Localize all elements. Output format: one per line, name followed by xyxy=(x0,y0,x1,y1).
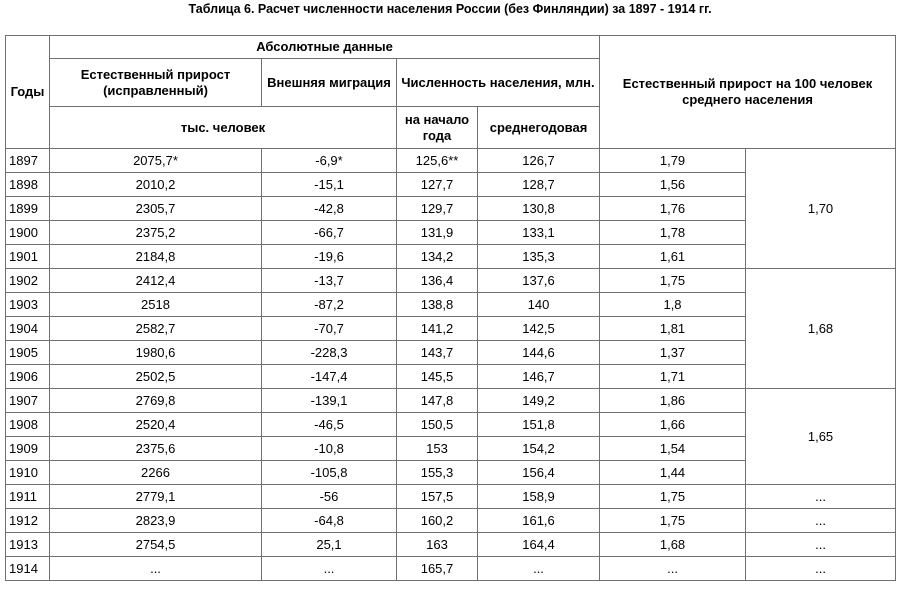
growth-rate-cell: 1,37 xyxy=(600,341,746,365)
population-average-cell: 130,8 xyxy=(478,197,600,221)
natural-growth-cell: 2075,7* xyxy=(50,149,262,173)
year-cell: 1908 xyxy=(6,413,50,437)
growth-rate-cell: 1,76 xyxy=(600,197,746,221)
natural-growth-cell: 2502,5 xyxy=(50,365,262,389)
migration-cell: -13,7 xyxy=(262,269,397,293)
natural-growth-cell: 2520,4 xyxy=(50,413,262,437)
growth-rate-cell: 1,79 xyxy=(600,149,746,173)
period-average-cell: 1,65 xyxy=(746,389,896,485)
population-start-cell: 145,5 xyxy=(397,365,478,389)
header-natural-growth-rate: Естественный прирост на 100 человек среднего населения xyxy=(600,36,896,149)
population-start-cell: 147,8 xyxy=(397,389,478,413)
period-average-cell: 1,70 xyxy=(746,149,896,269)
year-cell: 1902 xyxy=(6,269,50,293)
header-years: Годы xyxy=(6,36,50,149)
natural-growth-cell: 2305,7 xyxy=(50,197,262,221)
header-start-of-year: на начало года xyxy=(397,107,478,149)
population-average-cell: 158,9 xyxy=(478,485,600,509)
natural-growth-cell: 2412,4 xyxy=(50,269,262,293)
population-start-cell: 153 xyxy=(397,437,478,461)
migration-cell: -139,1 xyxy=(262,389,397,413)
header-population: Численность населения, млн. xyxy=(397,59,600,107)
population-start-cell: 163 xyxy=(397,533,478,557)
population-start-cell: 157,5 xyxy=(397,485,478,509)
population-average-cell: 126,7 xyxy=(478,149,600,173)
population-average-cell: 144,6 xyxy=(478,341,600,365)
population-start-cell: 150,5 xyxy=(397,413,478,437)
growth-rate-cell: 1,68 xyxy=(600,533,746,557)
table-row xyxy=(6,485,896,509)
migration-cell: -10,8 xyxy=(262,437,397,461)
migration-cell: -15,1 xyxy=(262,173,397,197)
growth-rate-cell: 1,75 xyxy=(600,269,746,293)
population-average-cell: 140 xyxy=(478,293,600,317)
population-start-cell: 138,8 xyxy=(397,293,478,317)
year-cell: 1911 xyxy=(6,485,50,509)
growth-rate-cell: 1,86 xyxy=(600,389,746,413)
migration-cell: -105,8 xyxy=(262,461,397,485)
table-row xyxy=(6,389,896,413)
year-cell: 1901 xyxy=(6,245,50,269)
population-average-cell: ... xyxy=(478,557,600,581)
natural-growth-cell: 2769,8 xyxy=(50,389,262,413)
period-average-cell: 1,68 xyxy=(746,269,896,389)
header-average: среднегодовая xyxy=(478,107,600,149)
growth-rate-cell: 1,54 xyxy=(600,437,746,461)
year-cell: 1912 xyxy=(6,509,50,533)
migration-cell: -66,7 xyxy=(262,221,397,245)
growth-rate-cell: 1,44 xyxy=(600,461,746,485)
table-body xyxy=(6,149,896,581)
period-average-cell: ... xyxy=(746,557,896,581)
natural-growth-cell: 2754,5 xyxy=(50,533,262,557)
natural-growth-cell: 2582,7 xyxy=(50,317,262,341)
year-cell: 1897 xyxy=(6,149,50,173)
population-average-cell: 154,2 xyxy=(478,437,600,461)
period-average-cell: ... xyxy=(746,509,896,533)
population-start-cell: 131,9 xyxy=(397,221,478,245)
population-start-cell: 136,4 xyxy=(397,269,478,293)
growth-rate-cell: ... xyxy=(600,557,746,581)
table-row xyxy=(6,149,896,173)
year-cell: 1913 xyxy=(6,533,50,557)
population-average-cell: 133,1 xyxy=(478,221,600,245)
year-cell: 1906 xyxy=(6,365,50,389)
year-cell: 1900 xyxy=(6,221,50,245)
population-average-cell: 161,6 xyxy=(478,509,600,533)
natural-growth-cell: 2375,6 xyxy=(50,437,262,461)
population-average-cell: 156,4 xyxy=(478,461,600,485)
population-table xyxy=(5,35,896,581)
year-cell: 1904 xyxy=(6,317,50,341)
year-cell: 1914 xyxy=(6,557,50,581)
year-cell: 1903 xyxy=(6,293,50,317)
table-title: Таблица 6. Расчет численности населения России (без Финляндии) за 1897 - 1914 гг. xyxy=(188,2,712,16)
table-row xyxy=(6,533,896,557)
population-start-cell: 160,2 xyxy=(397,509,478,533)
population-average-cell: 142,5 xyxy=(478,317,600,341)
natural-growth-cell: 2010,2 xyxy=(50,173,262,197)
natural-growth-cell: 2518 xyxy=(50,293,262,317)
growth-rate-cell: 1,71 xyxy=(600,365,746,389)
natural-growth-cell: 2779,1 xyxy=(50,485,262,509)
migration-cell: -6,9* xyxy=(262,149,397,173)
population-average-cell: 146,7 xyxy=(478,365,600,389)
population-start-cell: 129,7 xyxy=(397,197,478,221)
population-average-cell: 135,3 xyxy=(478,245,600,269)
population-average-cell: 137,6 xyxy=(478,269,600,293)
migration-cell: -56 xyxy=(262,485,397,509)
population-start-cell: 125,6** xyxy=(397,149,478,173)
natural-growth-cell: 2266 xyxy=(50,461,262,485)
migration-cell: -228,3 xyxy=(262,341,397,365)
natural-growth-cell: 2823,9 xyxy=(50,509,262,533)
migration-cell: 25,1 xyxy=(262,533,397,557)
header-natural-growth: Естественный прирост (исправленный) xyxy=(50,59,262,107)
growth-rate-cell: 1,8 xyxy=(600,293,746,317)
header-absolute-data: Абсолютные данные xyxy=(50,36,600,59)
table-row xyxy=(6,557,896,581)
header-migration: Внешняя миграция xyxy=(262,59,397,107)
population-start-cell: 143,7 xyxy=(397,341,478,365)
natural-growth-cell: 1980,6 xyxy=(50,341,262,365)
migration-cell: -70,7 xyxy=(262,317,397,341)
migration-cell: -87,2 xyxy=(262,293,397,317)
year-cell: 1907 xyxy=(6,389,50,413)
migration-cell: -46,5 xyxy=(262,413,397,437)
year-cell: 1910 xyxy=(6,461,50,485)
header-thousands: тыс. человек xyxy=(50,107,397,149)
period-average-cell: ... xyxy=(746,533,896,557)
natural-growth-cell: 2184,8 xyxy=(50,245,262,269)
population-start-cell: 127,7 xyxy=(397,173,478,197)
population-average-cell: 164,4 xyxy=(478,533,600,557)
table-row xyxy=(6,269,896,293)
migration-cell: -64,8 xyxy=(262,509,397,533)
population-start-cell: 165,7 xyxy=(397,557,478,581)
migration-cell: -42,8 xyxy=(262,197,397,221)
migration-cell: -147,4 xyxy=(262,365,397,389)
natural-growth-cell: ... xyxy=(50,557,262,581)
year-cell: 1898 xyxy=(6,173,50,197)
population-start-cell: 141,2 xyxy=(397,317,478,341)
period-average-cell: ... xyxy=(746,485,896,509)
population-average-cell: 128,7 xyxy=(478,173,600,197)
migration-cell: -19,6 xyxy=(262,245,397,269)
growth-rate-cell: 1,75 xyxy=(600,485,746,509)
natural-growth-cell: 2375,2 xyxy=(50,221,262,245)
growth-rate-cell: 1,75 xyxy=(600,509,746,533)
growth-rate-cell: 1,78 xyxy=(600,221,746,245)
population-start-cell: 155,3 xyxy=(397,461,478,485)
growth-rate-cell: 1,56 xyxy=(600,173,746,197)
table-row xyxy=(6,509,896,533)
year-cell: 1909 xyxy=(6,437,50,461)
population-start-cell: 134,2 xyxy=(397,245,478,269)
population-average-cell: 149,2 xyxy=(478,389,600,413)
growth-rate-cell: 1,66 xyxy=(600,413,746,437)
year-cell: 1905 xyxy=(6,341,50,365)
population-average-cell: 151,8 xyxy=(478,413,600,437)
growth-rate-cell: 1,81 xyxy=(600,317,746,341)
growth-rate-cell: 1,61 xyxy=(600,245,746,269)
migration-cell: ... xyxy=(262,557,397,581)
year-cell: 1899 xyxy=(6,197,50,221)
